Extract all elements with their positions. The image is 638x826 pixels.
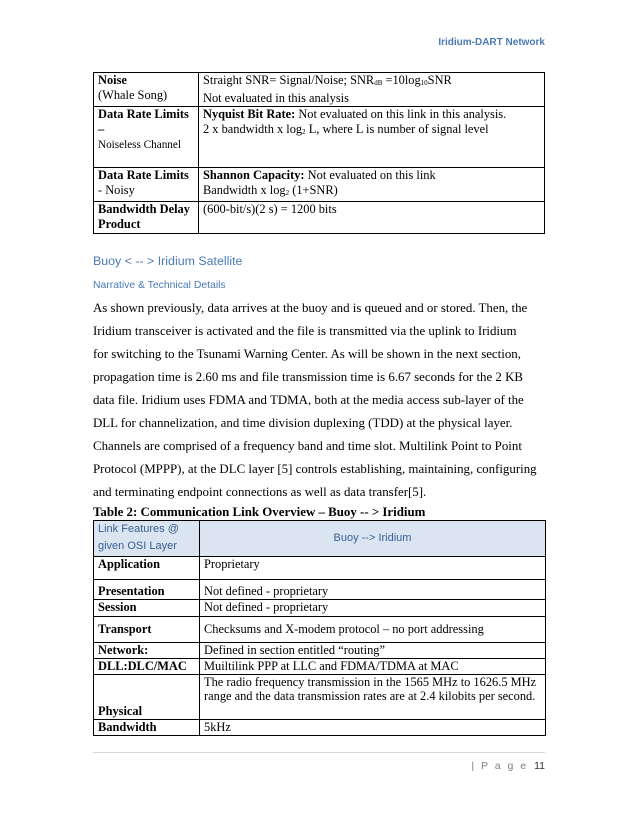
row-label: Noise (Whale Song) [94,73,199,107]
table-row [94,675,546,720]
row-description: Shannon Capacity: Not evaluated on this link Bandwidth x $\log_2 (1+SNR)$ [199,168,545,202]
layer-description: Not defined - proprietary [200,600,546,617]
paragraph-line: DLL for channelization, and time division duplexing (TDD) at the physical layer. [93,416,513,430]
page-number: 11 [534,760,545,772]
row-description: Straight SNR= Signal/Noise; $SNR_{dB} =10\log_{10}SNR$ Not evaluated in this analysis [199,73,545,107]
page-label: | P a g e [471,760,529,772]
section-subheading: Narrative & Technical Details [93,280,226,291]
row-label: Data Rate Limits – Noiseless Channel [94,107,199,168]
table-caption: Table 2: Communication Link Overview – Buoy -- > Iridium [93,505,426,519]
layer-name: Physical [94,675,200,720]
paragraph-line: Protocol (MPPP), at the DLC layer [5] controls establishing, maintaining, configuring [93,462,537,476]
layer-description: The radio frequency transmission in the 1565 MHz to 1626.5 MHz range and the data transmission rates are at 2.4 kilobits per second. [200,675,546,720]
narrative-paragraph [93,297,547,504]
layer-name: Network: [94,643,200,659]
table-row [94,202,545,234]
row-label: Data Rate Limits - Noisy [94,168,199,202]
layer-name: Presentation [94,580,200,600]
row-label: Bandwidth Delay Product [94,202,199,234]
footer-divider [93,752,545,753]
layer-description: Checksums and X-modem protocol – no port addressing [200,617,546,643]
table-row [94,580,546,600]
table-row [94,659,546,675]
running-header: Iridium-DART Network [438,37,545,48]
table-row [94,720,546,736]
paragraph-line: for switching to the Tsunami Warning Center. As will be shown in the next section, [93,347,521,361]
layer-name: Transport [94,617,200,643]
table-row [94,73,545,107]
table-row [94,107,545,168]
table-row [94,643,546,659]
layer-description: Muiltilink PPP at LLC and FDMA/TDMA at MAC [200,659,546,675]
layer-name: DLL:DLC/MAC [94,659,200,675]
link-overview-table [93,520,546,736]
table-row [94,617,546,643]
row-description: Nyquist Bit Rate: Not evaluated on this link in this analysis. 2 x bandwidth x $\log_2 L$, where L is number of signal level [199,107,545,168]
page-footer [471,760,545,772]
paragraph-line: data file. Iridium uses FDMA and TDMA, both at the media access sub-layer of the [93,393,524,407]
section-heading: Buoy < -- > Iridium Satellite [93,254,243,268]
layer-name: Application [94,557,200,580]
layer-description: Not defined - proprietary [200,580,546,600]
layer-description: Proprietary [200,557,546,580]
row-description: (600-bit/s)(2 s) = 1200 bits [199,202,545,234]
table-row [94,168,545,202]
paragraph-line: propagation time is 2.60 ms and file transmission time is 6.67 seconds for the 2 KB [93,370,523,384]
layer-description: Defined in section entitled “routing” [200,643,546,659]
table-row [94,557,546,580]
layer-name: Session [94,600,200,617]
table-row [94,600,546,617]
link-parameters-table [93,72,545,234]
table-header-row [94,521,546,557]
header-cell-features: Link Features @ given OSI Layer [94,521,200,557]
layer-name: Bandwidth [94,720,200,736]
paragraph-line: Iridium transceiver is activated and the file is transmitted via the uplink to Iridium [93,324,517,338]
header-cell-link: Buoy --> Iridium [200,521,546,557]
paragraph-line: As shown previously, data arrives at the buoy and is queued and or stored. Then, the [93,301,528,315]
paragraph-line: Channels are comprised of a frequency band and time slot. Multilink Point to Point [93,439,522,453]
layer-description: 5kHz [200,720,546,736]
paragraph-line: and terminating endpoint connections as well as data transfer[5]. [93,485,427,499]
